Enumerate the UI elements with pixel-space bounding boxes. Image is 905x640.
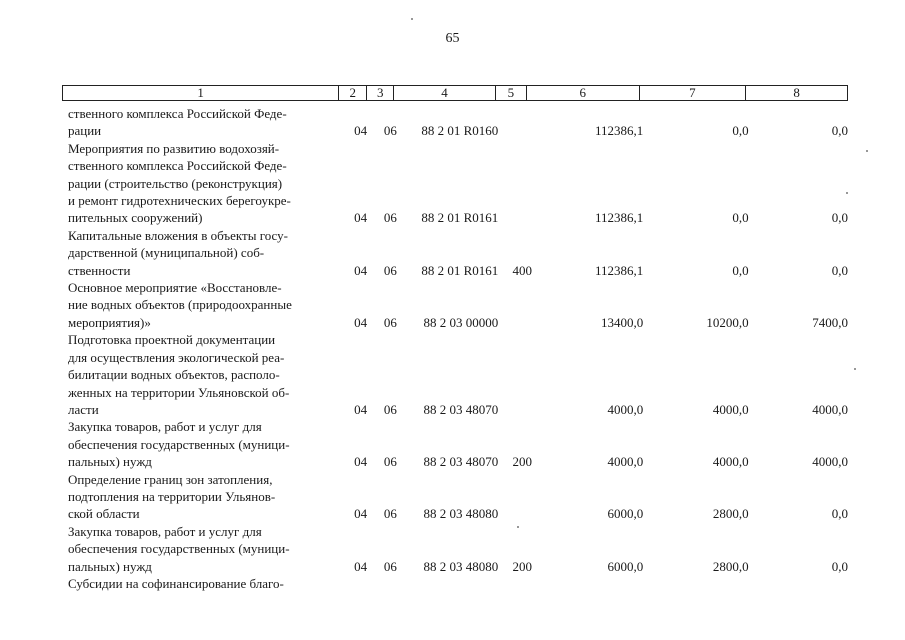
amount-col-7: 2800,0 [712, 558, 749, 574]
table-row [68, 227, 848, 279]
description-line: обеспечения государственных (муници- [68, 541, 290, 557]
amount-col-6: 6000,0 [607, 558, 644, 574]
description-line: и ремонт гидротехнических берегоукре- [68, 193, 291, 209]
target-article-code: 88 2 03 48070 [423, 454, 499, 470]
table-header [62, 85, 848, 101]
description-line: пальных) нужд [68, 558, 152, 574]
table-row [68, 105, 848, 140]
target-article-code: 88 2 01 R0160 [421, 123, 499, 139]
amount-col-6: 13400,0 [601, 314, 644, 330]
description-line: женных на территории Ульяновской об- [68, 384, 290, 400]
subsection-code: 06 [383, 314, 397, 330]
column-header-5: 5 [495, 86, 526, 100]
description-line: пальных) нужд [68, 454, 152, 470]
expense-type-code: 200 [512, 454, 533, 470]
section-code: 04 [354, 123, 368, 139]
section-code: 04 [354, 210, 368, 226]
table-row [68, 331, 848, 418]
amount-col-6: 112386,1 [595, 210, 644, 226]
amount-col-7: 0,0 [732, 262, 749, 278]
scan-speck [846, 192, 848, 194]
description-line: рации [68, 123, 102, 139]
target-article-code: 88 2 03 48080 [423, 506, 499, 522]
column-header-3: 3 [366, 86, 393, 100]
column-header-1: 1 [197, 85, 204, 100]
scan-speck [411, 18, 413, 20]
amount-col-7: 0,0 [732, 123, 749, 139]
row-description [68, 471, 331, 523]
amount-col-7: 0,0 [732, 210, 749, 226]
column-header-7: 7 [639, 86, 746, 100]
description-line: ственного комплекса Российской Феде- [68, 106, 287, 121]
column-header-2: 2 [338, 86, 366, 100]
row-description [68, 227, 331, 279]
table-body [68, 105, 848, 592]
subsection-code: 06 [383, 558, 397, 574]
target-article-code: 88 2 01 R0161 [421, 210, 499, 226]
description-line: ственного комплекса Российской Феде- [68, 158, 287, 174]
amount-col-8: 7400,0 [812, 314, 848, 330]
section-code: 04 [354, 401, 368, 417]
subsection-code: 06 [383, 262, 397, 278]
description-line: Мероприятия по развитию водохозяй- [68, 140, 280, 156]
table-row [68, 575, 848, 592]
amount-col-6: 112386,1 [595, 123, 644, 139]
row-description [68, 523, 331, 575]
subsection-code: 06 [383, 506, 397, 522]
description-line: обеспечения государственных (муници- [68, 436, 290, 452]
section-code: 04 [354, 262, 368, 278]
description-line: Субсидии на софинансирование благо- [68, 575, 284, 591]
section-code: 04 [354, 558, 368, 574]
subsection-code: 06 [383, 454, 397, 470]
amount-col-8: 0,0 [831, 210, 848, 226]
description-line: подтопления на территории Ульянов- [68, 488, 276, 504]
amount-col-8: 4000,0 [812, 454, 848, 470]
table-row [68, 140, 848, 227]
amount-col-6: 4000,0 [607, 401, 644, 417]
amount-col-8: 0,0 [831, 262, 848, 278]
scan-speck [517, 526, 519, 528]
expense-type-code: 400 [512, 262, 533, 278]
table-row [68, 279, 848, 331]
description-line: для осуществления экологической реа- [68, 349, 285, 365]
amount-col-8: 0,0 [831, 558, 848, 574]
row-description [68, 105, 331, 140]
column-header-6: 6 [526, 86, 639, 100]
target-article-code: 88 2 03 00000 [423, 314, 499, 330]
description-line: ственности [68, 262, 131, 278]
row-description [68, 575, 331, 592]
amount-col-6: 112386,1 [595, 262, 644, 278]
scan-speck [854, 368, 856, 370]
amount-col-7: 10200,0 [706, 314, 749, 330]
description-line: Капитальные вложения в объекты госу- [68, 227, 288, 243]
table-row [68, 471, 848, 523]
amount-col-6: 4000,0 [607, 454, 644, 470]
description-line: дарственной (муниципальной) соб- [68, 245, 265, 261]
description-line: билитации водных объектов, располо- [68, 367, 280, 383]
subsection-code: 06 [383, 123, 397, 139]
target-article-code: 88 2 03 48070 [423, 401, 499, 417]
table-row [68, 523, 848, 575]
section-code: 04 [354, 314, 368, 330]
description-line: Закупка товаров, работ и услуг для [68, 523, 262, 539]
target-article-code: 88 2 03 48080 [423, 558, 499, 574]
amount-col-8: 0,0 [831, 123, 848, 139]
description-line: ние водных объектов (природоохранные [68, 297, 292, 313]
description-line: ской области [68, 506, 140, 522]
subsection-code: 06 [383, 210, 397, 226]
column-header-4: 4 [393, 86, 495, 100]
expense-type-code: 200 [512, 558, 533, 574]
description-line: Подготовка проектной документации [68, 332, 276, 348]
section-code: 04 [354, 454, 368, 470]
description-line: рации (строительство (реконструкция) [68, 175, 283, 191]
row-description [68, 418, 331, 470]
amount-col-7: 4000,0 [712, 454, 749, 470]
amount-col-8: 4000,0 [812, 401, 848, 417]
section-code: 04 [354, 506, 368, 522]
row-description [68, 331, 331, 418]
column-header-8: 8 [745, 86, 847, 100]
target-article-code: 88 2 01 R0161 [421, 262, 499, 278]
page-number: 65 [445, 31, 460, 46]
amount-col-7: 2800,0 [712, 506, 749, 522]
amount-col-8: 0,0 [831, 506, 848, 522]
subsection-code: 06 [383, 401, 397, 417]
scan-speck [866, 150, 868, 152]
table-row [68, 418, 848, 470]
description-line: Основное мероприятие «Восстановле- [68, 280, 282, 296]
description-line: ласти [68, 401, 99, 417]
description-line: Определение границ зон затопления, [68, 471, 273, 487]
amount-col-6: 6000,0 [607, 506, 644, 522]
description-line: мероприятия)» [68, 314, 151, 330]
row-description [68, 140, 331, 227]
description-line: пительных сооружений) [68, 210, 203, 226]
amount-col-7: 4000,0 [712, 401, 749, 417]
row-description [68, 279, 331, 331]
description-line: Закупка товаров, работ и услуг для [68, 419, 262, 435]
